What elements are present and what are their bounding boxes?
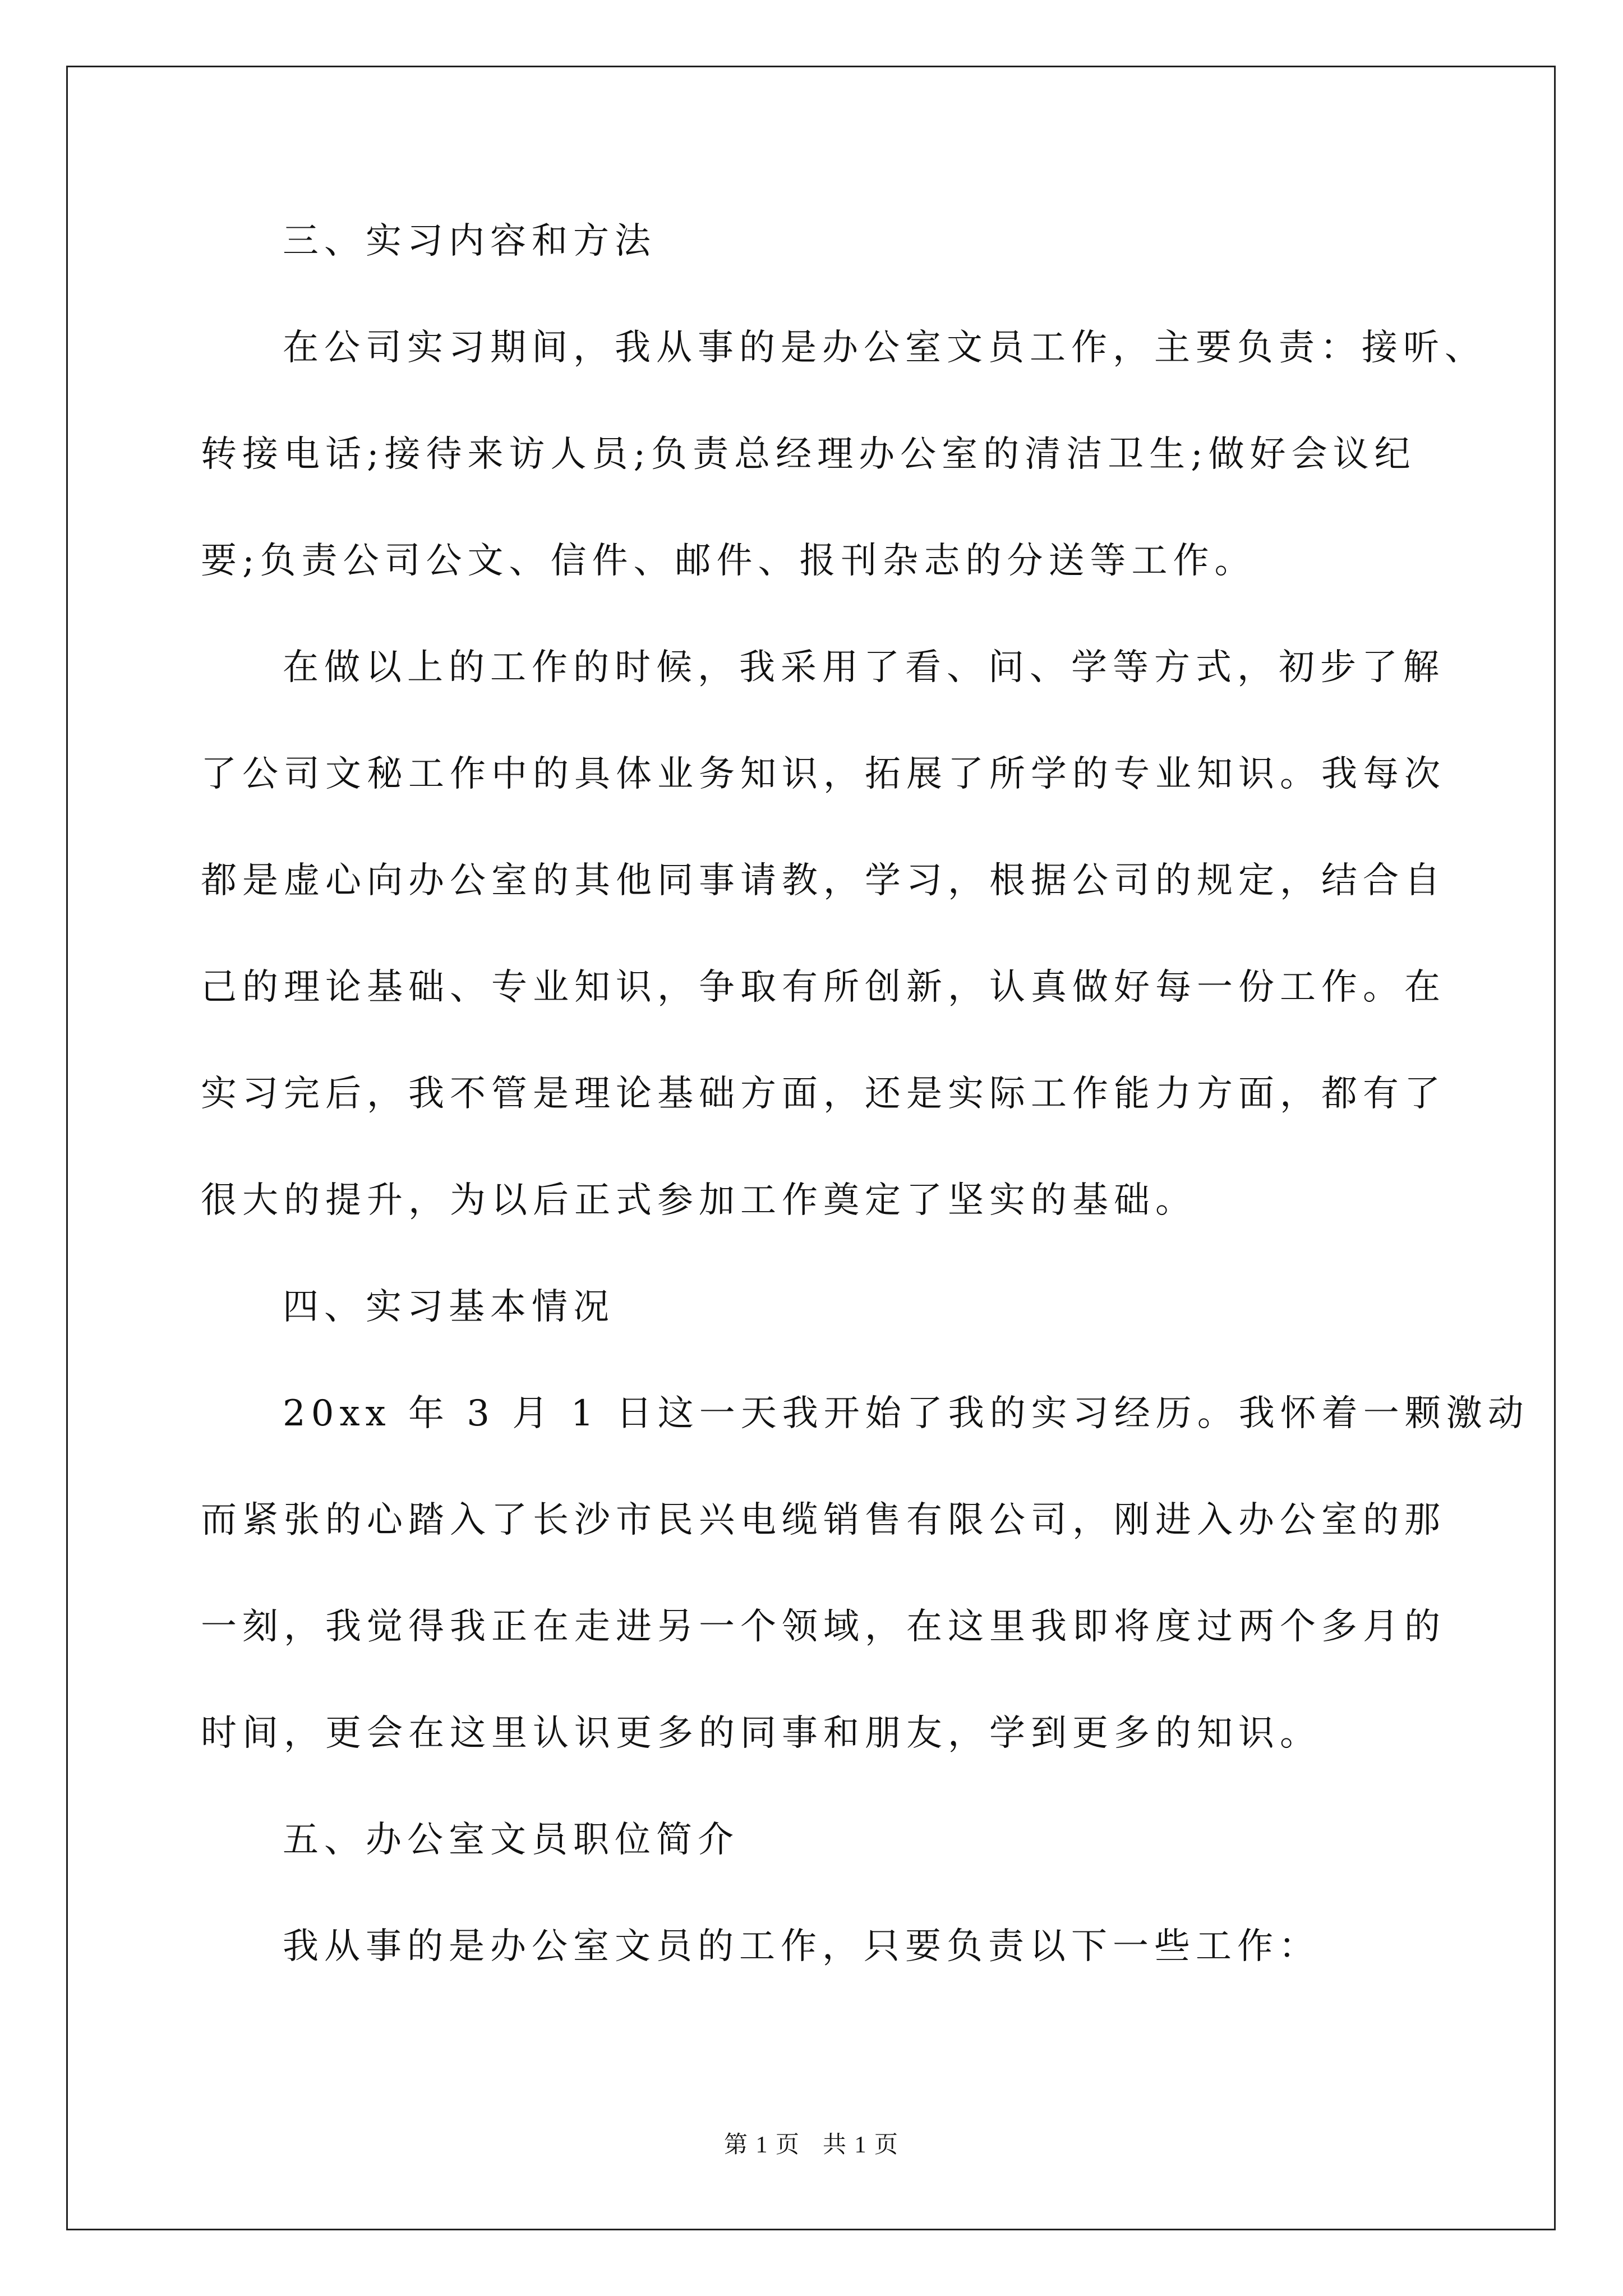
page-number: 第 1 页 [723, 2132, 800, 2158]
page-total: 共 1 页 [823, 2132, 900, 2158]
paragraph-line: 一刻，我觉得我正在走进另一个领域，在这里我即将度过两个多月的 [201, 1606, 1446, 1648]
paragraph-line: 转接电话;接待来访人员;负责总经理办公室的清洁卫生;做好会议纪 [201, 434, 1416, 475]
paragraph-line: 20xx 年 3 月 1 日这一天我开始了我的实习经历。我怀着一颗激动 [283, 1393, 1529, 1434]
paragraph-line: 我从事的是办公室文员的工作，只要负责以下一些工作： [283, 1926, 1320, 1967]
paragraph-line: 实习完后，我不管是理论基础方面，还是实际工作能力方面，都有了 [201, 1073, 1446, 1115]
page-border [66, 66, 1556, 2230]
paragraph-line: 在公司实习期间，我从事的是办公室文员工作，主要负责：接听、 [283, 327, 1486, 369]
paragraph-line: 要;负责公司公文、信件、邮件、报刊杂志的分送等工作。 [201, 540, 1256, 582]
paragraph-line: 很大的提升，为以后正式参加工作奠定了坚实的基础。 [201, 1180, 1197, 1221]
section-heading-3: 三、实习内容和方法 [283, 220, 656, 262]
paragraph-line: 了公司文秘工作中的具体业务知识，拓展了所学的专业知识。我每次 [201, 753, 1446, 795]
section-heading-4: 四、实习基本情况 [283, 1286, 615, 1328]
paragraph-line: 己的理论基础、专业知识，争取有所创新，认真做好每一份工作。在 [201, 967, 1446, 1008]
paragraph-line: 而紧张的心踏入了长沙市民兴电缆销售有限公司，刚进入办公室的那 [201, 1499, 1446, 1541]
paragraph-line: 时间，更会在这里认识更多的同事和朋友，学到更多的知识。 [201, 1713, 1321, 1754]
paragraph-line: 都是虚心向办公室的其他同事请教，学习，根据公司的规定，结合自 [201, 860, 1446, 901]
section-heading-5: 五、办公室文员职位简介 [283, 1819, 739, 1861]
paragraph-line: 在做以上的工作的时候，我采用了看、问、学等方式，初步了解 [283, 647, 1445, 688]
page-footer [0, 2126, 1623, 2160]
